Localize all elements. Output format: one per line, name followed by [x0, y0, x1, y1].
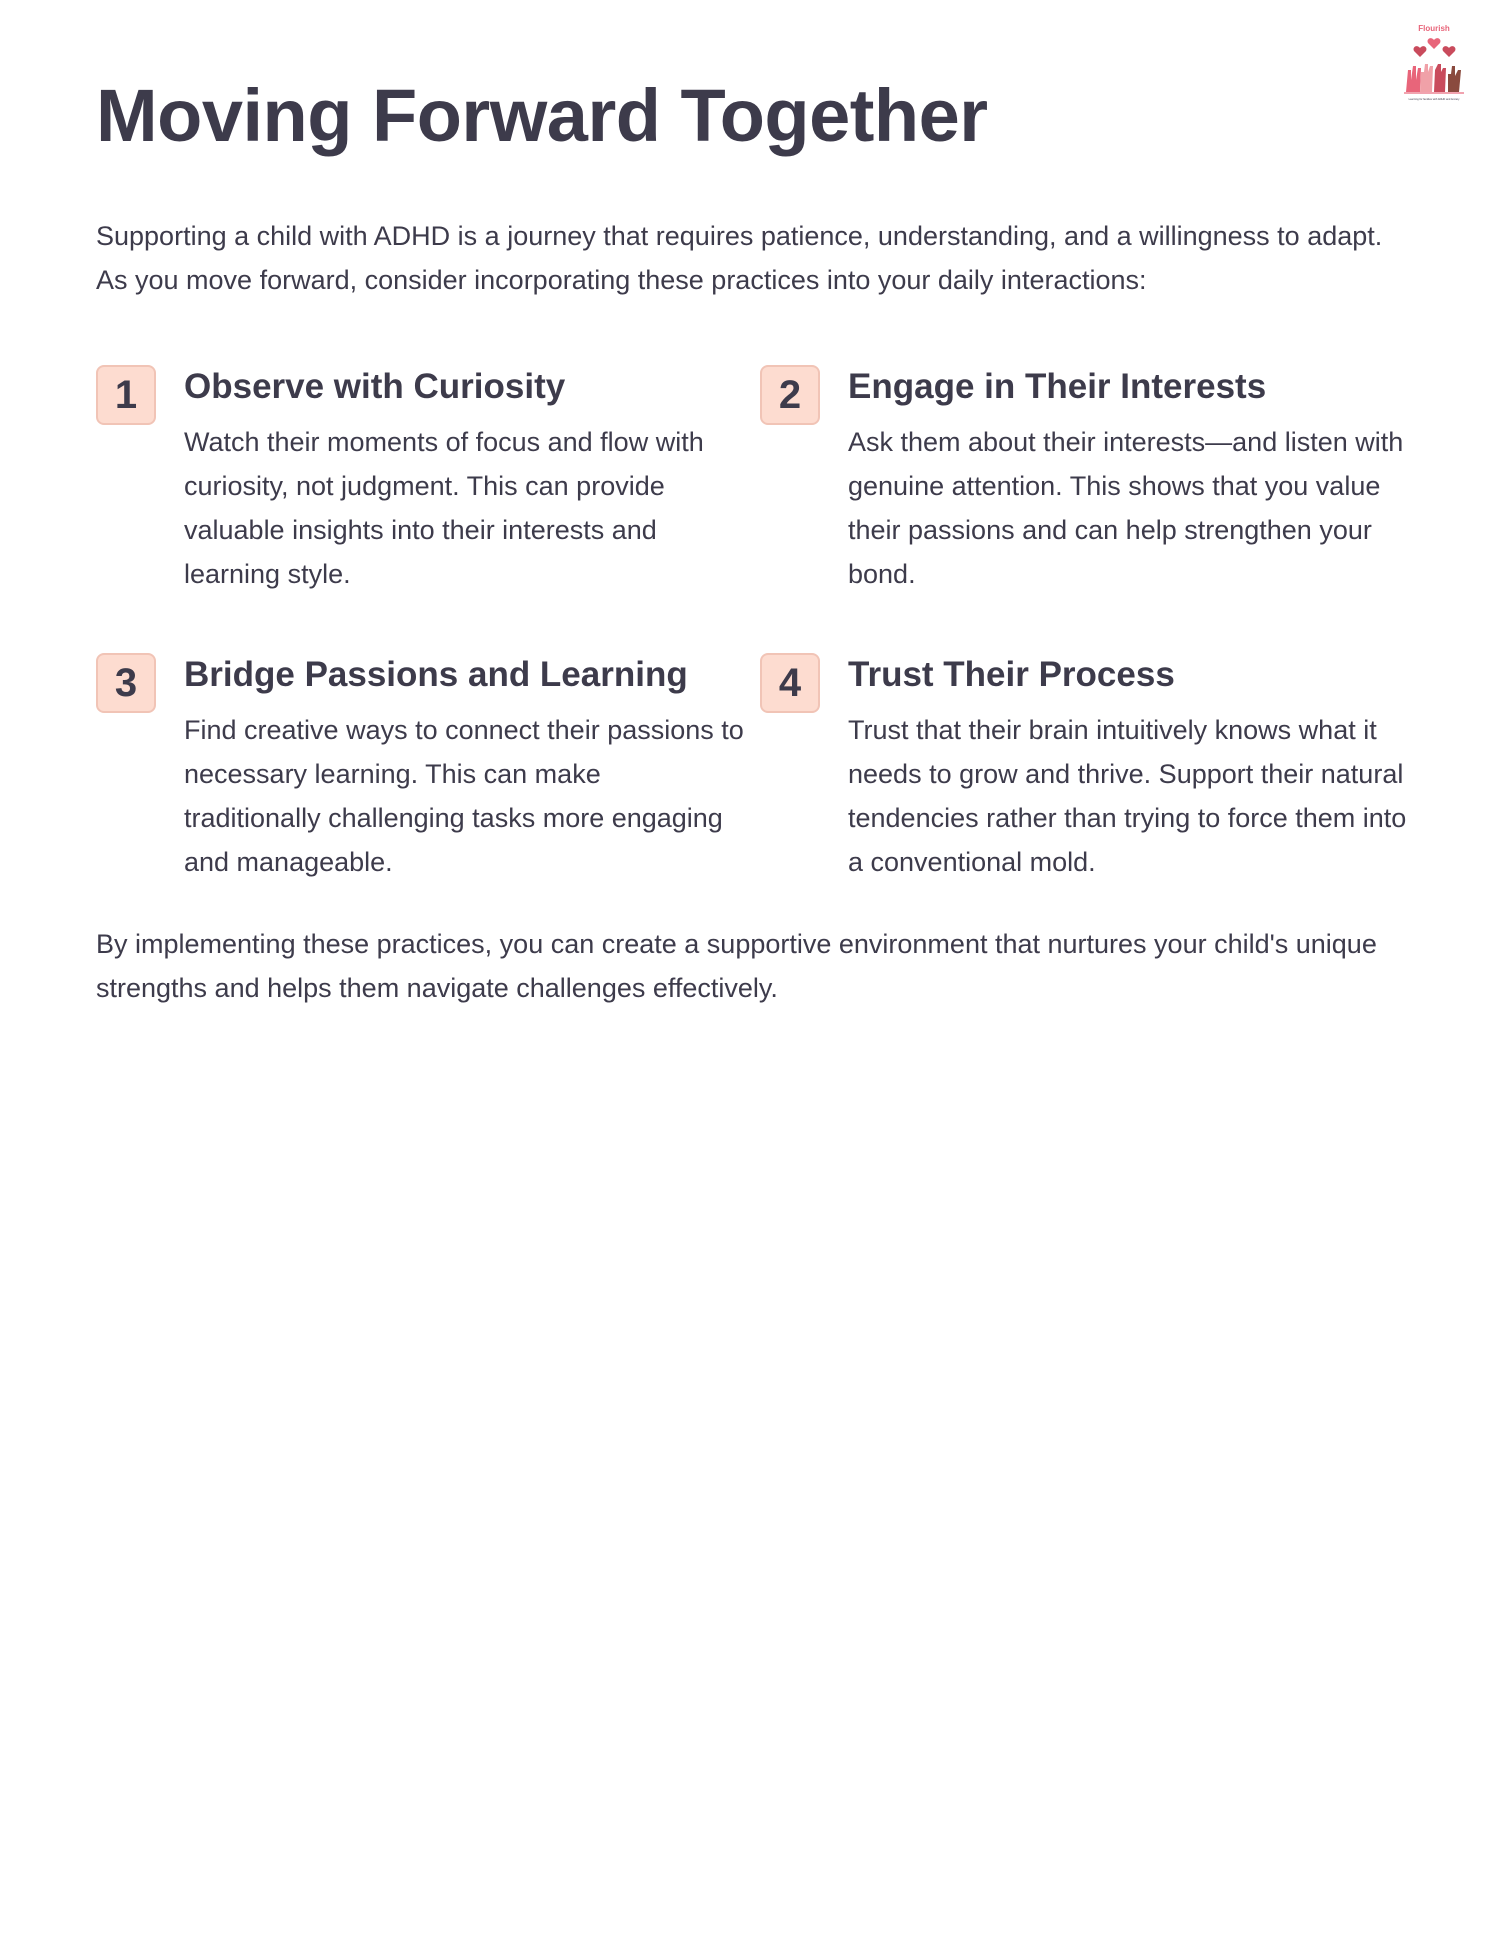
practice-number-badge: 4 [760, 653, 820, 713]
practice-body [184, 652, 744, 884]
closing-paragraph: By implementing these practices, you can create a supportive environment that nurtures your child's unique strengths and helps them navigate challenges effectively. [96, 929, 1377, 1003]
practice-text: Trust that their brain intuitively knows what it needs to grow and thrive. Support their natural tendencies rather than trying to force them into a conventional mold. [848, 715, 1407, 877]
practice-title: Bridge Passions and Learning [184, 655, 688, 694]
practice-body [848, 652, 1408, 884]
practice-number-badge: 1 [96, 365, 156, 425]
practice-text: Ask them about their interests—and listen with genuine attention. This shows that you value their passions and can help strengthen your bond. [848, 427, 1404, 589]
practices-grid [96, 364, 1416, 884]
practice-body [848, 364, 1408, 596]
practice-title: Observe with Curiosity [184, 367, 566, 406]
page-title: Moving Forward Together [96, 74, 988, 157]
raised-hands-with-hearts-icon [1398, 22, 1470, 102]
practice-text: Watch their moments of focus and flow with curiosity, not judgment. This can provide valuable insights into their interests and learning style. [184, 427, 704, 589]
logo-wordmark: Flourish [1418, 24, 1450, 33]
practice-text: Find creative ways to connect their passions to necessary learning. This can make traditionally challenging tasks more engaging and manageable. [184, 715, 744, 877]
practice-item [96, 652, 760, 884]
practice-item [96, 364, 760, 596]
practice-number-badge: 2 [760, 365, 820, 425]
practice-title: Trust Their Process [848, 655, 1175, 694]
practice-number-badge: 3 [96, 653, 156, 713]
practice-title: Engage in Their Interests [848, 367, 1267, 406]
practice-body [184, 364, 744, 596]
practice-item [760, 652, 1416, 884]
logo-tagline: Learning for families with ADHD and Anxiety [1408, 98, 1460, 101]
flourish-logo [1398, 22, 1470, 102]
practice-item [760, 364, 1416, 596]
intro-paragraph: Supporting a child with ADHD is a journey that requires patience, understanding, and a willingness to adapt. As you move forward, consider incorporating these practices into your daily interactions: [96, 221, 1383, 295]
